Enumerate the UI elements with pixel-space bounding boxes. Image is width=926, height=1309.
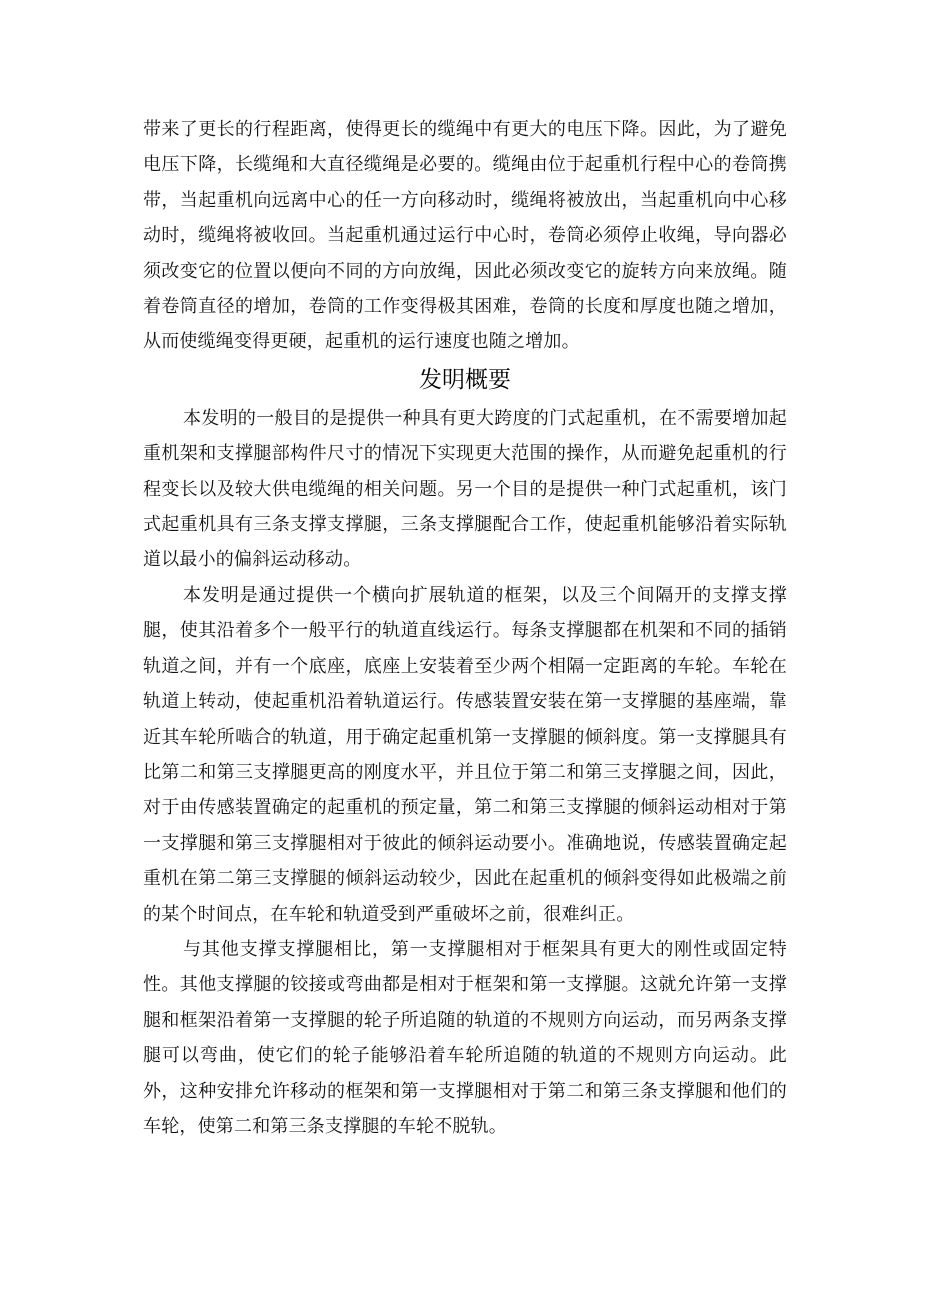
document-body [143,112,787,1144]
intro-paragraph: 带来了更长的行程距离，使得更长的缆绳中有更大的电压下降。因此，为了避免电压下降，长缆绳和大直径缆绳是必要的。缆绳由位于起重机行程中心的卷筒携带，当起重机向远离中心的任一方向移动时，缆绳将被放出，当起重机向中心移动时，缆绳将被收回。当起重机通过运行中心时，卷筒必须停止收绳，导向器必须改变它的位置以便向不同的方向放绳，因此必须改变它的旋转方向来放绳。随着卷筒直径的增加，卷筒的工作变得极其困难，卷筒的长度和厚度也随之增加，从而使缆绳变得更硬，起重机的运行速度也随之增加。 [143,119,787,353]
summary-paragraph-2: 本发明是通过提供一个横向扩展轨道的框架，以及三个间隔开的支撑支撑腿，使其沿着多个一般平行的轨道直线运行。每条支撑腿都在机架和不同的插销轨道之间，并有一个底座，底座上安装着至少两个相隔一定距离的车轮。车轮在轨道上转动，使起重机沿着轨道运行。传感装置安装在第一支撑腿的基座端，靠近其车轮所啮合的轨道，用于确定起重机第一支撑腿的倾斜度。第一支撑腿具有比第二和第三支撑腿更高的刚度水平，并且位于第二和第三支撑腿之间，因此，对于由传感装置确定的起重机的预定量，第二和第三支撑腿的倾斜运动相对于第一支撑腿和第三支撑腿相对于彼此的倾斜运动要小。准确地说，传感装置确定起重机在第二第三支撑腿的倾斜运动较少，因此在起重机的倾斜变得如此极端之前的某个时间点，在车轮和轨道受到严重破坏之前，很难纠正。 [143,584,787,925]
summary-paragraph-3: 与其他支撑支撑腿相比，第一支撑腿相对于框架具有更大的刚性或固定特性。其他支撑腿的铰接或弯曲都是相对于框架和第一支撑腿。这就允许第一支撑腿和框架沿着第一支撑腿的轮子所追随的轨道的不规则方向运动，而另两条支撑腿可以弯曲，使它们的轮子能够沿着车轮所追随的轨道的不规则方向运动。此外，这种安排允许移动的框架和第一支撑腿相对于第二和第三条支撑腿和他们的车轮，使第二和第三条支撑腿的车轮不脱轨。 [143,938,787,1137]
summary-paragraph-1: 本发明的一般目的是提供一种具有更大跨度的门式起重机，在不需要增加起重机架和支撑腿部构件尺寸的情况下实现更大范围的操作，从而避免起重机的行程变长以及较大供电缆绳的相关问题。另一个目的是提供一种门式起重机，该门式起重机具有三条支撑支撑腿，三条支撑腿配合工作，使起重机能够沿着实际轨道以最小的偏斜运动移动。 [143,407,787,571]
section-title: 发明概要 [419,366,511,393]
